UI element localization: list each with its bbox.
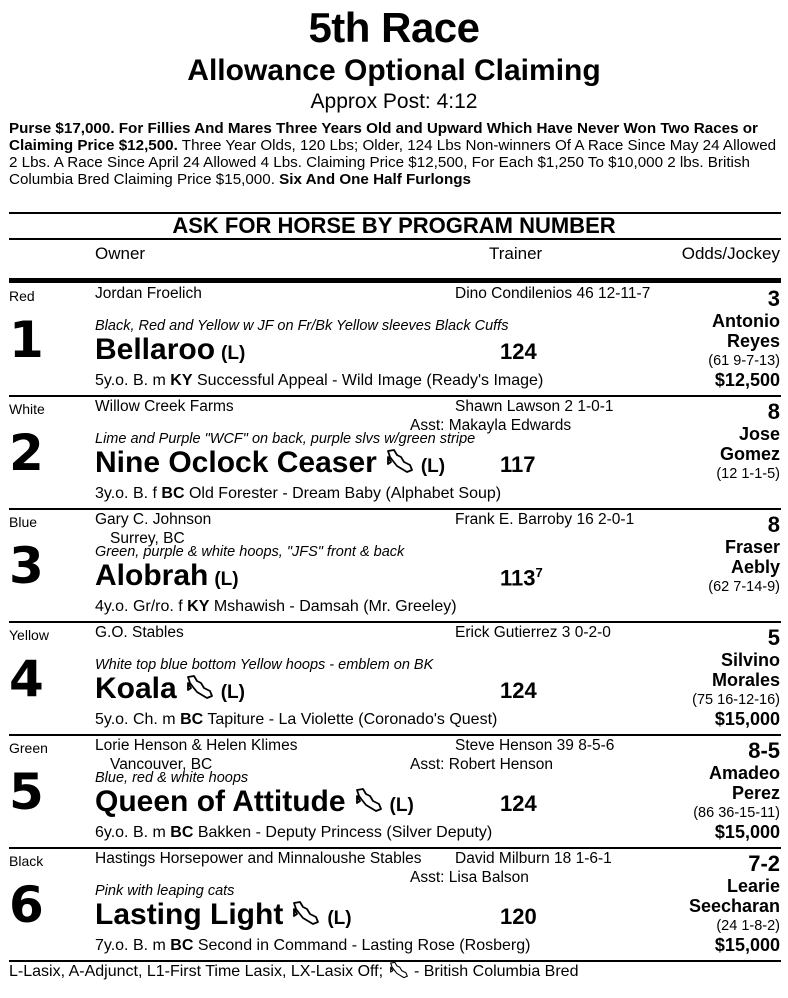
weight-value: 117	[500, 452, 536, 477]
jockey-last-name: Seecharan	[688, 896, 780, 916]
medication: (L)	[214, 569, 239, 590]
breeding-line	[95, 372, 543, 390]
breeding-line	[95, 598, 457, 616]
weight	[500, 452, 536, 478]
age-sex: 5y.o. B. m	[95, 372, 171, 389]
jockey-first-name: Fraser	[724, 537, 780, 557]
weight	[500, 791, 537, 817]
state-bred: BC	[180, 711, 204, 728]
jockey-stats: (86 36-15-11)	[693, 805, 780, 821]
conditions-text: Three Year Olds, 120 Lbs; Older, 124 Lbs Non-winners Of A Race Since May 24 Allowed 2 Lbs. A Race Since April 24 Allowed 4 Lbs. Claiming Price $12,500, For Each $1,250 To $10,000 2 lbs. British Columbia Bred Claiming Price $15,000.	[9, 137, 777, 188]
entry-row	[0, 396, 788, 510]
legend	[9, 961, 578, 981]
saddle-cloth-color: Black	[9, 853, 44, 869]
breeding-line	[95, 485, 501, 503]
assistant-trainer: Asst: Makayla Edwards	[410, 417, 572, 434]
owner-name: Jordan Froelich	[95, 285, 202, 302]
owner-name: Hastings Horsepower and Minnaloushe Stables	[95, 850, 422, 867]
trainer-name: David Milburn 18 1-6-1	[455, 850, 612, 867]
bc-bred-icon	[385, 448, 415, 474]
program-number: 2	[9, 424, 44, 482]
race-conditions	[9, 120, 781, 188]
jockey-stats: (61 9-7-13)	[708, 353, 780, 369]
pedigree: Second in Command - Lasting Rose (Rosberg)	[193, 937, 531, 954]
weight-value: 120	[500, 904, 537, 929]
trainer-name: Frank E. Barroby 16 2-0-1	[455, 511, 635, 528]
weight-value: 113	[500, 565, 536, 591]
morning-line-odds: 8	[767, 512, 780, 537]
owner-name: Willow Creek Farms	[95, 398, 234, 415]
jockey-last-name: Perez	[731, 783, 780, 803]
age-sex: 6y.o. B. m	[95, 824, 171, 841]
silks-description: Blue, red & white hoops	[95, 770, 249, 786]
entry-row	[0, 848, 788, 962]
age-sex: 4y.o. Gr/ro. f	[95, 598, 188, 615]
horse-name-line	[95, 898, 352, 932]
saddle-cloth-color: Red	[9, 288, 35, 304]
jockey-first-name: Learie	[726, 876, 780, 896]
legend-bc-text: - British Columbia Bred	[413, 963, 579, 980]
state-bred: BC	[170, 937, 194, 954]
state-bred: KY	[187, 598, 210, 615]
breeding-line	[95, 711, 497, 729]
morning-line-odds: 3	[767, 286, 780, 311]
owner-location: Vancouver, BC	[110, 756, 213, 773]
claiming-price: $15,000	[714, 935, 780, 955]
apprentice-allowance: 7	[535, 565, 543, 580]
medication: (L)	[389, 795, 414, 816]
race-title: 5th Race	[308, 4, 480, 51]
saddle-cloth-color: Green	[9, 740, 48, 756]
morning-line-odds: 8	[767, 399, 780, 424]
claiming-price: $12,500	[714, 370, 780, 390]
silks-description: Green, purple & white hoops, "JFS" front & back	[95, 544, 405, 560]
weight	[500, 678, 537, 704]
entry-row	[0, 509, 788, 623]
weight	[500, 339, 537, 365]
jockey-first-name: Amadeo	[708, 763, 780, 783]
trainer-column-header: Trainer	[489, 244, 543, 263]
pedigree: Successful Appeal - Wild Image (Ready's Image)	[192, 372, 544, 389]
weight-value: 124	[500, 791, 537, 816]
silks-description: White top blue bottom Yellow hoops - emblem on BK	[95, 657, 434, 673]
weight-value: 124	[500, 678, 537, 703]
horse-name-line	[95, 672, 245, 706]
pedigree: Bakken - Deputy Princess (Silver Deputy)	[193, 824, 493, 841]
owner-column-header: Owner	[95, 244, 146, 263]
post-time: Approx Post: 4:12	[310, 90, 478, 113]
legend-text: L-Lasix, A-Adjunct, L1-First Time Lasix, LX-Lasix Off;	[9, 963, 384, 980]
bc-bred-icon	[291, 900, 321, 926]
horse-name-line	[95, 446, 445, 480]
medication: (L)	[220, 682, 245, 703]
bc-bred-icon	[185, 674, 215, 700]
owner-name: G.O. Stables	[95, 624, 184, 641]
ask-header: ASK FOR HORSE BY PROGRAM NUMBER	[172, 213, 616, 238]
silks-description: Lime and Purple "WCF" on back, purple slvs w/green stripe	[95, 431, 476, 447]
program-number: 3	[9, 537, 44, 595]
owner-name: Lorie Henson & Helen Klimes	[95, 737, 298, 754]
jockey-stats: (62 7-14-9)	[708, 579, 780, 595]
claiming-price: $15,000	[714, 709, 780, 729]
assistant-trainer: Asst: Robert Henson	[410, 756, 554, 773]
horse-name: Queen of Attitude	[95, 785, 346, 818]
program-number: 6	[9, 876, 44, 934]
jockey-first-name: Jose	[738, 424, 780, 444]
morning-line-odds: 7-2	[748, 851, 780, 876]
medication: (L)	[327, 908, 352, 929]
jockey-stats: (12 1-1-5)	[716, 466, 780, 482]
breeding-line	[95, 937, 530, 955]
jockey-stats: (75 16-12-16)	[692, 692, 780, 708]
entry-row	[0, 735, 788, 849]
pedigree: Tapiture - La Violette (Coronado's Quest)	[203, 711, 498, 728]
saddle-cloth-color: Yellow	[9, 627, 49, 643]
age-sex: 7y.o. B. m	[95, 937, 171, 954]
trainer-name: Shawn Lawson 2 1-0-1	[455, 398, 614, 415]
state-bred: KY	[170, 372, 193, 389]
silks-description: Pink with leaping cats	[95, 883, 235, 899]
medication: (L)	[420, 456, 446, 477]
horse-name: Koala	[95, 672, 177, 705]
weight	[500, 904, 537, 930]
trainer-name: Dino Condilenios 46 12-11-7	[455, 285, 651, 302]
pedigree: Old Forester - Dream Baby (Alphabet Soup)	[184, 485, 502, 502]
odds-jockey-column-header: Odds/Jockey	[681, 244, 780, 263]
race-distance: Six And One Half Furlongs	[279, 171, 471, 188]
horse-name: Alobrah	[95, 559, 209, 592]
saddle-cloth-color: White	[9, 401, 45, 417]
saddle-cloth-color: Blue	[9, 514, 38, 530]
jockey-stats: (24 1-8-2)	[716, 918, 780, 934]
morning-line-odds: 8-5	[748, 738, 780, 763]
entry-row	[0, 283, 788, 397]
jockey-last-name: Aebly	[730, 557, 780, 577]
program-number: 1	[9, 311, 44, 369]
morning-line-odds: 5	[767, 625, 780, 650]
trainer-name: Erick Gutierrez 3 0-2-0	[455, 624, 611, 641]
age-sex: 5y.o. Ch. m	[95, 711, 181, 728]
jockey-first-name: Silvino	[720, 650, 780, 670]
horse-name: Bellaroo	[95, 333, 216, 366]
medication: (L)	[221, 343, 246, 364]
program-number: 4	[9, 650, 44, 708]
horse-name: Nine Oclock Ceaser	[95, 446, 377, 479]
jockey-last-name: Gomez	[719, 444, 780, 464]
state-bred: BC	[170, 824, 194, 841]
age-sex: 3y.o. B. f	[95, 485, 162, 502]
race-type: Allowance Optional Claiming	[187, 54, 601, 87]
trainer-name: Steve Henson 39 8-5-6	[455, 737, 615, 754]
program-number: 5	[9, 763, 44, 821]
bc-bred-icon	[388, 961, 410, 979]
silks-description: Black, Red and Yellow w JF on Fr/Bk Yellow sleeves Black Cuffs	[95, 318, 509, 334]
owner-location: Surrey, BC	[110, 530, 185, 547]
horse-name: Lasting Light	[95, 898, 284, 931]
bc-bred-icon	[354, 787, 384, 813]
divider	[9, 238, 781, 240]
owner-name: Gary C. Johnson	[95, 511, 212, 528]
jockey-first-name: Antonio	[712, 311, 780, 331]
weight	[500, 565, 543, 591]
claiming-price: $15,000	[714, 822, 780, 842]
assistant-trainer: Asst: Lisa Balson	[410, 869, 529, 886]
conditions-bold: Purse $17,000. For Fillies And Mares Three Years Old and Upward Which Have Never Won Two Races or Claiming Price $12,500.	[9, 120, 758, 154]
horse-name-line	[95, 333, 245, 367]
pedigree: Mshawish - Damsah (Mr. Greeley)	[209, 598, 457, 615]
state-bred: BC	[161, 485, 185, 502]
horse-name-line	[95, 785, 414, 819]
horse-name-line	[95, 559, 239, 593]
weight-value: 124	[500, 339, 537, 364]
jockey-last-name: Morales	[711, 670, 780, 690]
jockey-last-name: Reyes	[726, 331, 780, 351]
breeding-line	[95, 824, 492, 842]
entry-row	[0, 622, 788, 736]
